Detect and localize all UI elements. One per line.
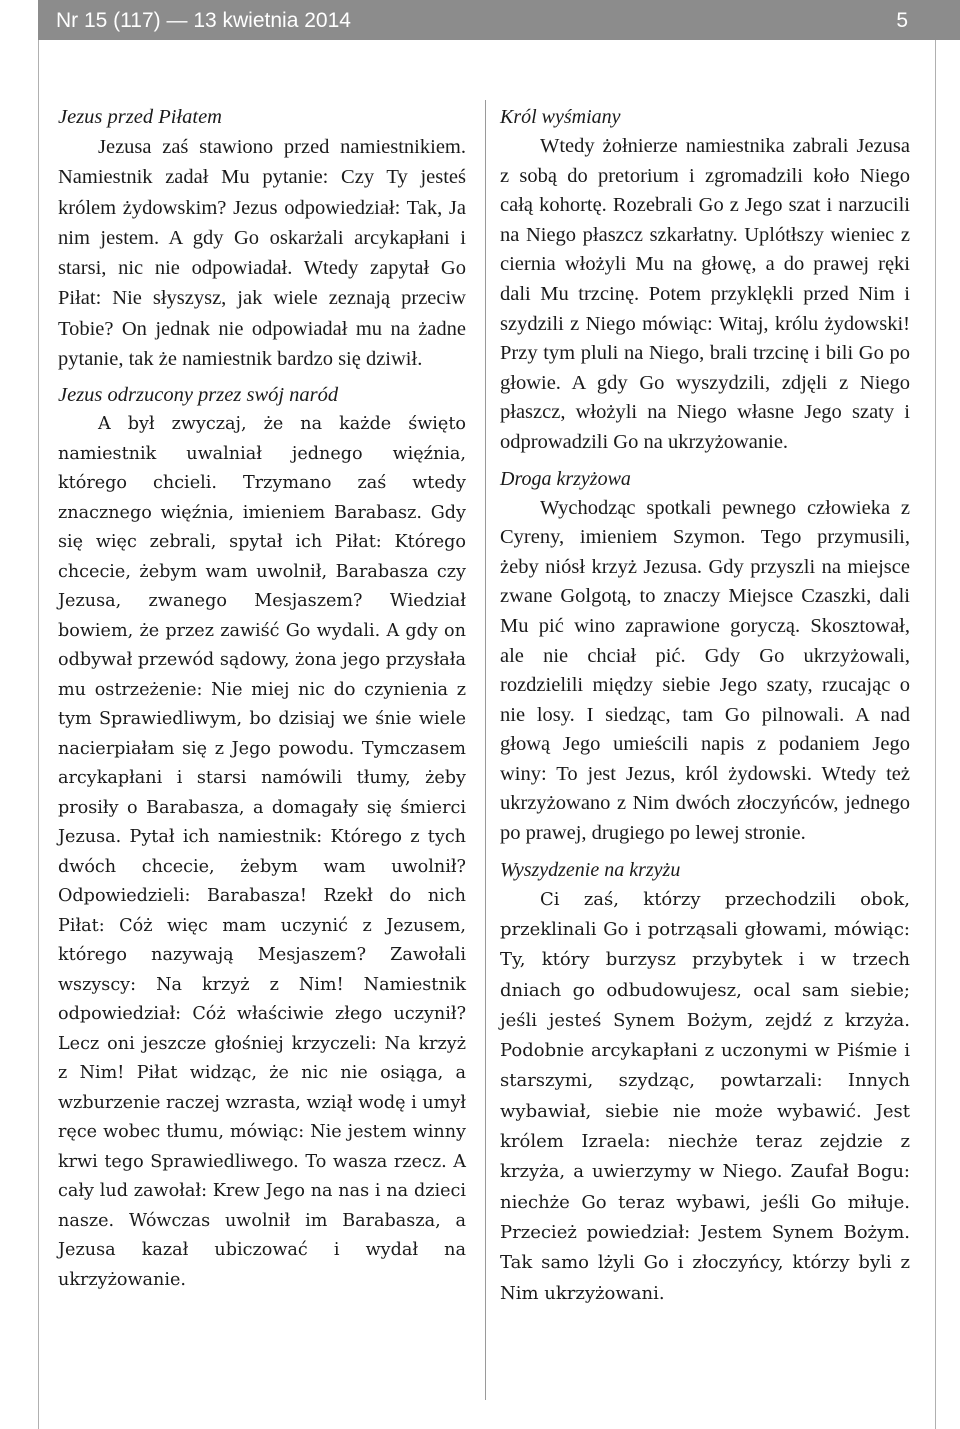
section-title: Droga krzyżowa <box>500 467 631 490</box>
section-title: Jezus przed Piłatem <box>58 106 222 128</box>
section-body: A był zwyczaj, że na każde święto namiestnik uwalniał jednego więźnia, którego chcieli. Trzymano zaś wtedy znacznego więźnia, imieniem Barabasz. Gdy się więc zebrali, spytał ich Piłat: Którego chcecie, żebym wam uwolnił, Barabasza czy Jezusa, zwanego Mesjaszem? Wiedział bowiem, że przez zawiść Go wydali. A gdy on odbywał przewód sądowy, żona jego przysłała mu ostrzeżenie: Nie miej nic do czynienia z tym Sprawiedliwym, bo dzisiaj we śnie wiele nacierpiałam się z Jego powodu. Tymczasem arcykapłani i starsi namówili tłumy, żeby prosiły o Barabasza, a domagały się śmierci Jezusa. Pytał ich namiestnik: Którego z tych dwóch chcecie, żebym wam uwolnił? Odpowiedzieli: Barabasza! Rzekł do nich Piłat: Cóż więc mam uczynić z Jezusem, którego nazywają Mesjaszem? Zawołali wszyscy: Na krzyż z Nim! Namiestnik odpowiedział: Cóż właściwie złego uczynił? Lecz oni jeszcze głośniej krzyczeli: Na krzyż z Nim! Piłat widząc, że nic nie osiąga, a wzburzenie raczej wzrasta, wziął wodę i umył ręce wobec tłumu, mówiąc: Nie jestem winny krwi tego Sprawiedliwego. To wasza rzecz. A cały lud zawołał: Krew Jego na nas i na dzieci nasze. Wówczas uwolnił im Barabasza, a Jezusa kazał ubiczować i wydał na ukrzyżowanie. <box>58 414 466 1290</box>
section-jezus-odrzucony <box>58 380 466 1295</box>
section-droga-krzyzowa <box>500 464 910 849</box>
right-margin-rule <box>935 40 936 1429</box>
section-wyszydzenie-na-krzyzu <box>500 855 910 1309</box>
section-title: Wyszydzenie na krzyżu <box>500 858 681 881</box>
issue-label: Nr 15 (117) — 13 kwietnia 2014 <box>56 9 351 32</box>
column-divider <box>485 100 486 1400</box>
section-jezus-przed-pilatem <box>58 102 466 374</box>
section-body: Wychodząc spotkali pewnego człowieka z Cyreny, imieniem Szymon. Tego przymusili, żeby niósł krzyż Jezusa. Gdy przyszli na miejsce zwane Golgotą, to znaczy Miejsce Czaszki, dali Mu pić wino zaprawione goryczą. Skosztował, ale nie chciał pić. Gdy Go ukrzyżowali, rozdzielili między siebie Jego szaty, rzucając o nie losy. I siedząc, tam Go pilnowali. A nad głową Jego umieścili napis z podaniem Jego winy: To jest Jezus, król żydowski. Wtedy też ukrzyżowano z Nim dwóch złoczyńców, jednego po prawej, drugiego po lewej stronie. <box>500 496 910 845</box>
section-krol-wysmiany <box>500 102 910 458</box>
section-body: Wtedy żołnierze namiestnika zabrali Jezusa z sobą do pretorium i zgromadzili koło Niego całą kohortę. Rozebrali Go z Jego szat i narzucili na Niego płaszcz szkarłatny. Uplótłszy wieniec z ciernia włożyli Mu na głowę, a do prawej ręki dali Mu trzcinę. Potem przyklękli przed Nim i szydzili z Niego mówiąc: Witaj, królu żydowski! Przy tym pluli na Niego, brali trzcinę i bili Go po głowie. A gdy Go wyszydzili, zdjęli z Niego płaszcz, włożyli na Niego własne Jego szaty i odprowadzili Go na ukrzyżowanie. <box>500 135 910 453</box>
section-body: Jezusa zaś stawiono przed namiestnikiem. Namiestnik zadał Mu pytanie: Czy Ty jesteś królem żydowskim? Jezus odpowiedział: Tak, Ja nim jestem. A gdy Go oskarżali arcykapłani i starsi, nic nie odpowiadał. Wtedy zapytał Go Piłat: Nie słyszysz, jak wiele zeznają przeciw Tobie? On jednak nie odpowiadał mu na żadne pytanie, tak że namiestnik bardzo się dziwił. <box>58 136 466 371</box>
section-body: Ci zaś, którzy przechodzili obok, przeklinali Go i potrząsali głowami, mówiąc: Ty, który burzysz przybytek i w trzech dniach go odbudowujesz, ocal sam siebie; jeśli jesteś Synem Bożym, zejdź z krzyża. Podobnie arcykapłani z uczonymi w Piśmie i starszymi, szydząc, powtarzali: Innych wybawiał, siebie nie może wybawić. Jest królem Izraela: niechże teraz zejdzie z krzyża, a uwierzymy w Niego. Zaufał Bogu: niechże Go teraz wybawi, jeśli Go miłuje. Przecież powiedział: Jestem Synem Bożym. Tak samo lżyli Go i złoczyńcy, którzy byli z Nim ukrzyżowani. <box>500 888 910 1304</box>
section-title: Król wyśmiany <box>500 106 621 128</box>
left-margin-rule <box>38 40 39 1429</box>
page-number: 5 <box>896 9 908 32</box>
right-column <box>500 102 910 1313</box>
section-title: Jezus odrzucony przez swój naród <box>58 384 339 407</box>
page-header <box>38 0 960 40</box>
left-column <box>58 102 466 1299</box>
